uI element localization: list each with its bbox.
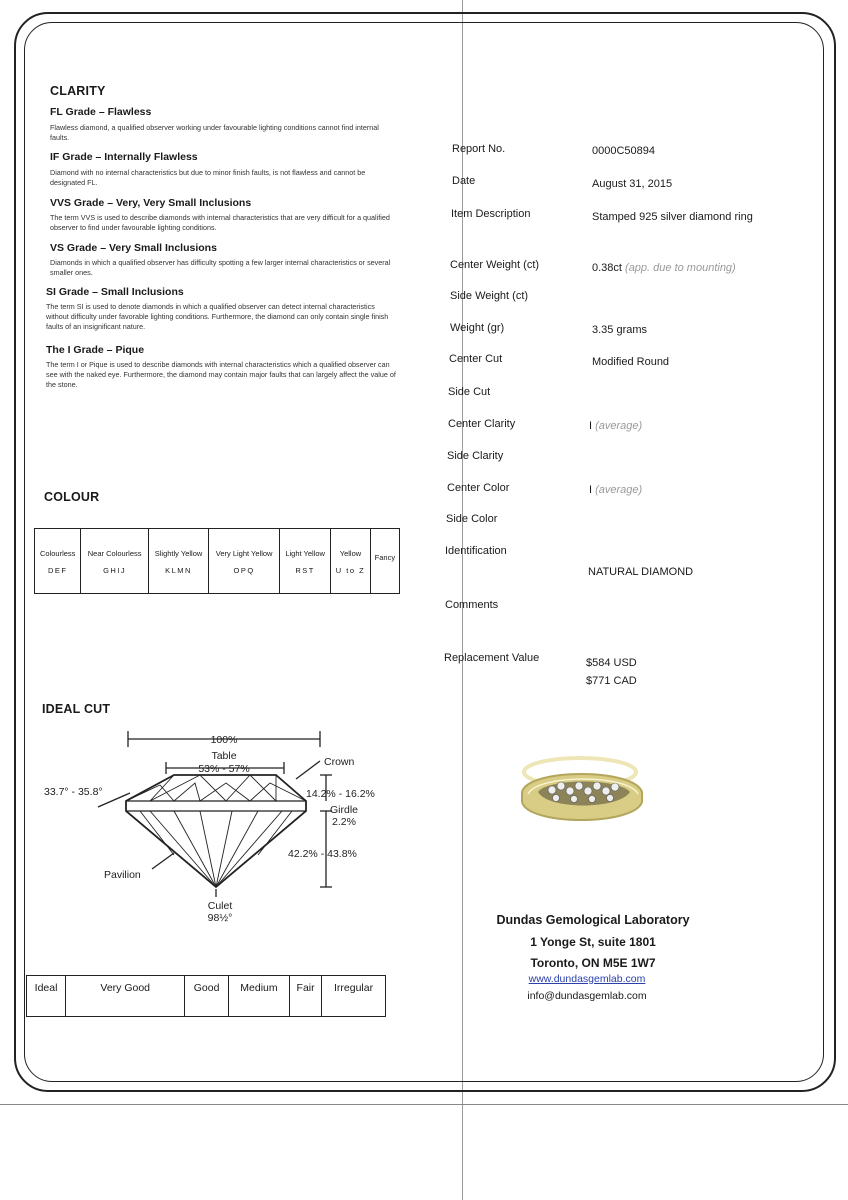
report-value: Modified Round	[592, 356, 670, 368]
grade-text: The term SI is used to denote diamonds in which a qualified observer can detect internal characteristics without difficulty under favorable lighting conditions. Furthermore, the diamond can only contain single finish faults of an insignificant nature.	[46, 302, 389, 331]
clarity-grade-i	[46, 344, 396, 390]
cut-grade-cell: Good	[185, 976, 229, 1017]
crown-leader	[296, 761, 320, 779]
clarity-grade-fl	[50, 106, 395, 143]
report-value: I (average)	[589, 420, 643, 432]
replacement-values	[586, 654, 637, 690]
value-cad: $771 CAD	[586, 675, 637, 687]
grade-heading: VS Grade – Very Small Inclusions	[50, 242, 217, 254]
report-label: Center Color	[447, 482, 510, 494]
crown-facets	[150, 775, 276, 801]
report-label: Replacement Value	[444, 652, 540, 664]
cut-grade-cell: Medium	[228, 976, 289, 1017]
report-label: Item Description	[451, 208, 531, 220]
report-label: Center Cut	[449, 353, 503, 365]
grade-heading: The I Grade – Pique	[46, 344, 145, 356]
report-label: Side Weight (ct)	[450, 290, 529, 302]
pavilion-leader	[152, 853, 174, 869]
colour-cell: Yellow U to Z	[331, 529, 371, 594]
cut-grade-cell: Irregular	[322, 976, 386, 1017]
colour-scale-table	[34, 528, 400, 594]
grade-text: Diamonds in which a qualified observer has difficulty spotting a few larger internal characteristics or several smaller ones.	[50, 258, 391, 277]
ideal-cut-diagram	[40, 725, 410, 925]
clarity-grade-vs	[50, 242, 395, 278]
grade-text: Flawless diamond, a qualified observer working under favourable lighting conditions cannot find internal faults.	[50, 123, 379, 142]
cut-grade-table	[26, 975, 386, 1017]
culet-value-label: 98½°	[207, 912, 233, 924]
grade-heading: SI Grade – Small Inclusions	[46, 286, 184, 298]
report-label: Report No.	[452, 143, 506, 155]
crown-height-label: 14.2% - 16.2%	[306, 788, 375, 800]
grade-heading: VVS Grade – Very, Very Small Inclusions	[50, 197, 252, 209]
report-value: 0000C50894	[592, 145, 656, 157]
colour-cell: Near Colourless GHIJ	[81, 529, 148, 594]
grade-heading: IF Grade – Internally Flawless	[50, 151, 198, 163]
table-label: Table	[211, 750, 237, 762]
table-range-label: 53% - 57%	[198, 763, 250, 775]
report-label: Comments	[445, 599, 499, 611]
report-label: Center Clarity	[448, 418, 516, 430]
girdle-value-label: 2.2%	[332, 816, 356, 828]
lab-address-line2: Toronto, ON M5E 1W7	[530, 956, 656, 970]
lab-address-line1: 1 Yonge St, suite 1801	[530, 935, 656, 949]
colour-cell: Fancy	[370, 529, 399, 594]
clarity-grade-vvs	[50, 197, 395, 233]
report-value: Stamped 925 silver diamond ring	[592, 211, 753, 223]
clarity-title: CLARITY	[50, 84, 106, 98]
grade-text: The term I or Pique is used to describe diamonds with internal characteristics which a qualified observer can see with the naked eye. Furthermore, the diamond may contain major faults that can largely affect the value of the stone.	[46, 360, 396, 389]
colour-cell: Very Light Yellow OPQ	[209, 529, 280, 594]
pavilion-depth-label: 42.2% - 43.8%	[288, 848, 357, 860]
report-value: 3.35 grams	[592, 324, 648, 336]
clarity-grade-if	[50, 151, 395, 188]
pavilion-label: Pavilion	[104, 869, 141, 881]
lab-name: Dundas Gemological Laboratory	[496, 913, 690, 927]
pavilion-facets	[140, 811, 292, 887]
lab-website-link[interactable]: www.dundasgemlab.com	[528, 973, 646, 985]
colour-cell: Light Yellow RST	[280, 529, 331, 594]
cut-grade-cell: Very Good	[66, 976, 185, 1017]
crown-angle-label: 33.7° - 35.8°	[44, 786, 103, 798]
report-value: NATURAL DIAMOND	[588, 566, 694, 578]
colour-cell: Colourless DEF	[35, 529, 81, 594]
cut-grade-cell: Fair	[290, 976, 322, 1017]
value-usd: $584 USD	[586, 657, 637, 669]
scan-edge-line	[0, 1104, 848, 1105]
colour-title: COLOUR	[44, 490, 100, 504]
report-label: Side Clarity	[447, 450, 504, 462]
cut-grade-cell: Ideal	[27, 976, 66, 1017]
diamond-outline	[126, 775, 306, 887]
report-value: 0.38ct (app. due to mounting)	[592, 262, 736, 274]
report-value: I (average)	[589, 484, 643, 496]
report-label: Side Cut	[448, 386, 491, 398]
grade-text: The term VVS is used to describe diamonds with internal characteristics that are very difficult for a qualified observer to find under favourable lighting conditions.	[50, 213, 390, 232]
ideal-cut-title: IDEAL CUT	[42, 702, 111, 716]
report-label: Identification	[445, 545, 507, 557]
colour-cell: Slightly Yellow KLMN	[148, 529, 208, 594]
girdle-label: Girdle	[330, 804, 359, 816]
report-label: Date	[452, 175, 476, 187]
report-label: Center Weight (ct)	[450, 259, 540, 271]
lab-email: info@dundasgemlab.com	[527, 990, 647, 1002]
report-label: Weight (gr)	[450, 322, 505, 334]
grade-heading: FL Grade – Flawless	[50, 106, 152, 118]
grade-text: Diamond with no internal characteristics but due to minor finish faults, is not flawless and cannot be designated FL.	[50, 168, 366, 187]
report-label: Side Color	[446, 513, 498, 525]
width-pct-label: 100%	[210, 734, 238, 746]
culet-label: Culet	[207, 900, 233, 912]
crown-label: Crown	[324, 756, 355, 768]
report-value: August 31, 2015	[592, 178, 673, 190]
ring-photo	[498, 744, 658, 844]
clarity-grade-si	[46, 286, 396, 332]
